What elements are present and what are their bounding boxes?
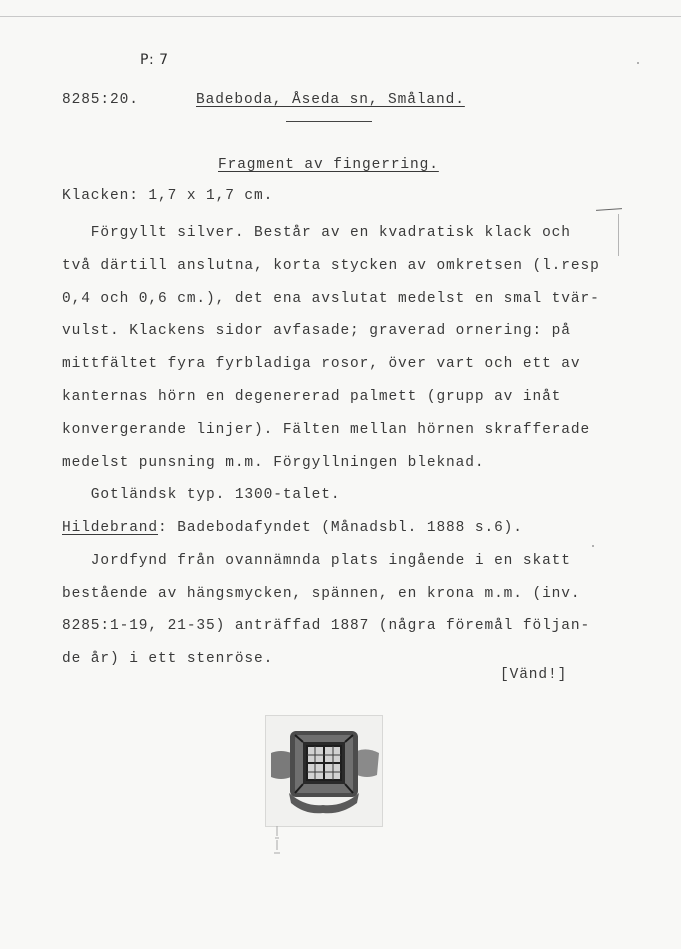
inventory-number: 8285:20. (62, 92, 139, 108)
object-title-text: Fragment av fingerring. (218, 157, 439, 173)
page-reference: P: 7 (140, 52, 169, 68)
description-line-5: mittfältet fyra fyrbladiga rosor, över vart och ett av (62, 356, 581, 372)
margin-pencil-line (618, 214, 619, 256)
description-line-6: kanternas hörn en degenererad palmett (grupp av inåt (62, 389, 562, 405)
description-line-2: två därtill anslutna, korta stycken av omkretsen (l.resp (62, 258, 600, 274)
description-line-8: medelst punsning m.m. Förgyllningen bleknad. (62, 455, 485, 471)
find-location-text: Badeboda, Åseda sn, Småland. (196, 92, 465, 108)
reference-text: : Badebodafyndet (Månadsbl. 1888 s.6). (158, 520, 523, 536)
paper-speck (592, 545, 594, 547)
reference-author: Hildebrand (62, 520, 159, 536)
location-double-underline (286, 121, 372, 122)
paper-speck (637, 62, 639, 64)
measurement-line: Klacken: 1,7 x 1,7 cm. (62, 188, 274, 204)
pencil-scribble (270, 826, 284, 856)
ring-photograph (265, 715, 383, 827)
description-line-3: 0,4 och 0,6 cm.), det ena avslutat medelst en smal tvär- (62, 291, 600, 307)
description-line-7: konvergerande linjer). Fälten mellan hörnen skrafferade (62, 422, 591, 438)
pencil-dash-mark (596, 208, 622, 211)
literature-reference (62, 519, 523, 537)
turn-over-note: [Vänd!] (500, 667, 568, 683)
dating-line: Gotländsk typ. 1300-talet. (62, 487, 341, 503)
find-location (196, 91, 465, 109)
card-top-edge (0, 16, 681, 17)
find-context-line-2: bestående av hängsmycken, spännen, en krona m.m. (inv. (62, 586, 581, 602)
find-context-line-4: de år) i ett stenröse. (62, 651, 274, 667)
find-context-line-1: Jordfynd från ovannämnda plats ingående i en skatt (62, 553, 571, 569)
find-context-line-3: 8285:1-19, 21-35) anträffad 1887 (några föremål följan- (62, 618, 591, 634)
description-line-1: Förgyllt silver. Består av en kvadratisk klack och (62, 225, 571, 241)
object-title (218, 156, 439, 174)
description-line-4: vulst. Klackens sidor avfasade; graverad ornering: på (62, 323, 571, 339)
